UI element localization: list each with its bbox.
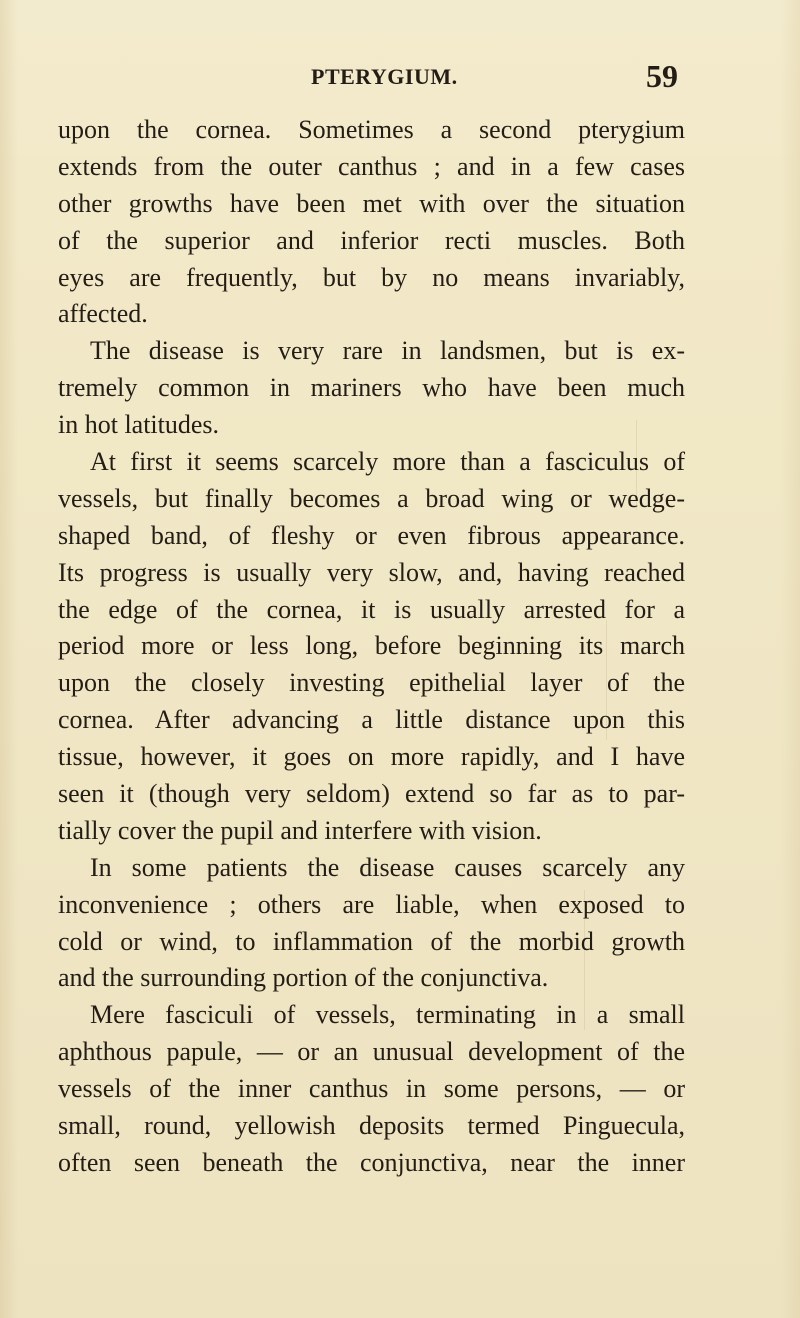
text-line: often seen beneath the conjunctiva, near the inner (58, 1147, 685, 1177)
body-text (58, 112, 685, 1182)
running-head (0, 58, 800, 98)
paragraph-first-line: Mere fasciculi of vessels, terminating in a small (90, 1000, 685, 1030)
text-line: seen it (though very seldom) extend so far as to par- (58, 779, 685, 809)
paragraph-first-line: At first it seems scarcely more than a fasciculus of (90, 447, 685, 477)
paragraph-first-line: In some patients the disease causes scarcely any (90, 852, 685, 882)
text-line: other growths have been met with over the situation (58, 188, 685, 218)
text-line: and the surrounding portion of the conjunctiva. (58, 963, 549, 993)
text-line: Its progress is usually very slow, and, having reached (58, 557, 685, 587)
text-line: the edge of the cornea, it is usually arrested for a (58, 594, 685, 624)
text-line: aphthous papule, — or an unusual development of the (58, 1037, 685, 1067)
text-line: cold or wind, to inflammation of the morbid growth (58, 926, 685, 956)
text-line: small, round, yellowish deposits termed Pinguecula, (58, 1111, 685, 1141)
running-title: PTERYGIUM. (311, 64, 458, 89)
text-line: tissue, however, it goes on more rapidly, and I have (58, 742, 685, 772)
text-line: upon the cornea. Sometimes a second pterygium (58, 115, 685, 144)
text-line: of the superior and inferior recti muscles. Both (58, 225, 685, 255)
text-line: vessels of the inner canthus in some persons, — or (58, 1074, 685, 1104)
text-line: inconvenience ; others are liable, when exposed to (58, 889, 685, 919)
text-line: tially cover the pupil and interfere with vision. (58, 815, 542, 845)
text-line: eyes are frequently, but by no means invariably, (58, 262, 685, 292)
text-line: extends from the outer canthus ; and in a few cases (58, 151, 685, 181)
text-line: vessels, but finally becomes a broad wing or wedge- (58, 483, 685, 513)
text-line: period more or less long, before beginning its march (58, 631, 685, 661)
text-line: affected. (58, 299, 148, 329)
text-line: upon the closely investing epithelial layer of the (58, 668, 685, 698)
text-line: cornea. After advancing a little distance upon this (58, 705, 685, 735)
text-line: shaped band, of fleshy or even fibrous appearance. (58, 520, 685, 550)
paragraph-first-line: The disease is very rare in landsmen, but is ex- (90, 336, 685, 366)
page-number: 59 (646, 58, 678, 94)
text-line: in hot latitudes. (58, 410, 220, 440)
text-line: tremely common in mariners who have been much (58, 373, 685, 403)
